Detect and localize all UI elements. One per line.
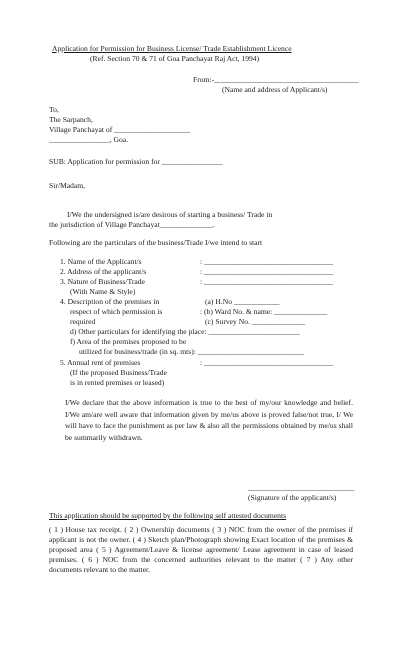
item-1-label: 1. Name of the Applicant/s: [60, 257, 142, 266]
item-4-b: : (b) Ward No. & name: ______________: [200, 307, 328, 316]
form-reference: (Ref. Section 70 & 71 of Goa Panchayat Raj Act, 1994): [90, 54, 260, 63]
item-4-label-1: 4. Description of the premises in: [60, 297, 160, 306]
item-1-blank: : __________________________________: [200, 257, 334, 266]
signature-caption: (Signature of the applicant/s): [248, 493, 337, 502]
item-4-d: d) Other particulars for identifying the place: ________________________: [70, 327, 300, 336]
item-5-blank: : __________________________________: [200, 358, 334, 367]
particulars-heading: Following are the particulars of the business/Trade I/we intend to start: [49, 238, 263, 247]
addressee-village: Village Panchayat of ____________________: [49, 125, 191, 134]
item-2-blank: : __________________________________: [200, 267, 334, 276]
item-4-c: (c) Survey No. ______________: [205, 317, 305, 326]
from-caption: (Name and address of Applicant/s): [222, 85, 328, 94]
subject-line: SUB: Application for permission for ________________: [49, 157, 223, 166]
item-2-label: 2. Address of the applicant/s: [60, 267, 147, 276]
declaration-paragraph: I/We declare that the above information is true to the best of my/our knowledge and belief. I/We am/are well aware that information given by me/us above is proved false/not true, I/ We will have to face the punishment as per law & also all the permissions obtained by me/us shall be summarily withdrawn.: [65, 398, 353, 442]
form-title: Application for Permission for Business License/ Trade Establishment Licence: [52, 44, 292, 53]
item-5-sub-1: (If the proposed Business/Trade: [70, 368, 167, 377]
signature-line: ____________________________: [248, 483, 355, 492]
documents-list: ( 1 ) House tax receipt. ( 2 ) Ownership documents ( 3 ) NOC from the owner of the premises if applicant is not the owner. ( 4 ) Sketch plan/Photograph showing Exact location of the premises & proposed area ( 5 ) Agreement/Leave & license agreement/ Lease agreement in case of leased premises. ( 6 ) NOC from the concerned authorities relevant to the matter ( 7 ) Any other documents relevant to the matter.: [49, 525, 353, 574]
item-4-label-2: respect of which permission is: [70, 307, 163, 316]
documents-heading: This application should be supported by the following self attested documents: [49, 511, 287, 520]
item-5-sub-2: is in rented premises or leased): [70, 378, 165, 387]
addressee-sarpanch: The Sarpanch,: [49, 115, 93, 124]
intro-line-1: I/We the undersigned is/are desirous of starting a business/ Trade in: [67, 210, 273, 219]
item-3-label: 3. Nature of Business/Trade: [60, 277, 145, 286]
item-4-f-1: f) Area of the premises proposed to be: [70, 337, 187, 346]
item-4-f-2: utilized for business/trade (in sq. mts): ____________________________: [79, 347, 305, 356]
item-5-label: 5. Annual rent of premises: [60, 358, 141, 367]
addressee-goa: ________________, Goa.: [49, 135, 129, 144]
to-label: To,: [49, 105, 59, 114]
item-3-sub: (With Name & Style): [70, 287, 136, 296]
item-4-label-3: required: [70, 317, 96, 326]
salutation: Sir/Madam,: [49, 181, 86, 190]
from-line: From:-______________________________________: [193, 75, 359, 84]
item-4-a: (a) H.No ____________: [205, 297, 280, 306]
intro-line-2: the jurisdiction of Village Panchayat______________.: [49, 220, 215, 229]
item-3-blank: : __________________________________: [200, 277, 334, 286]
